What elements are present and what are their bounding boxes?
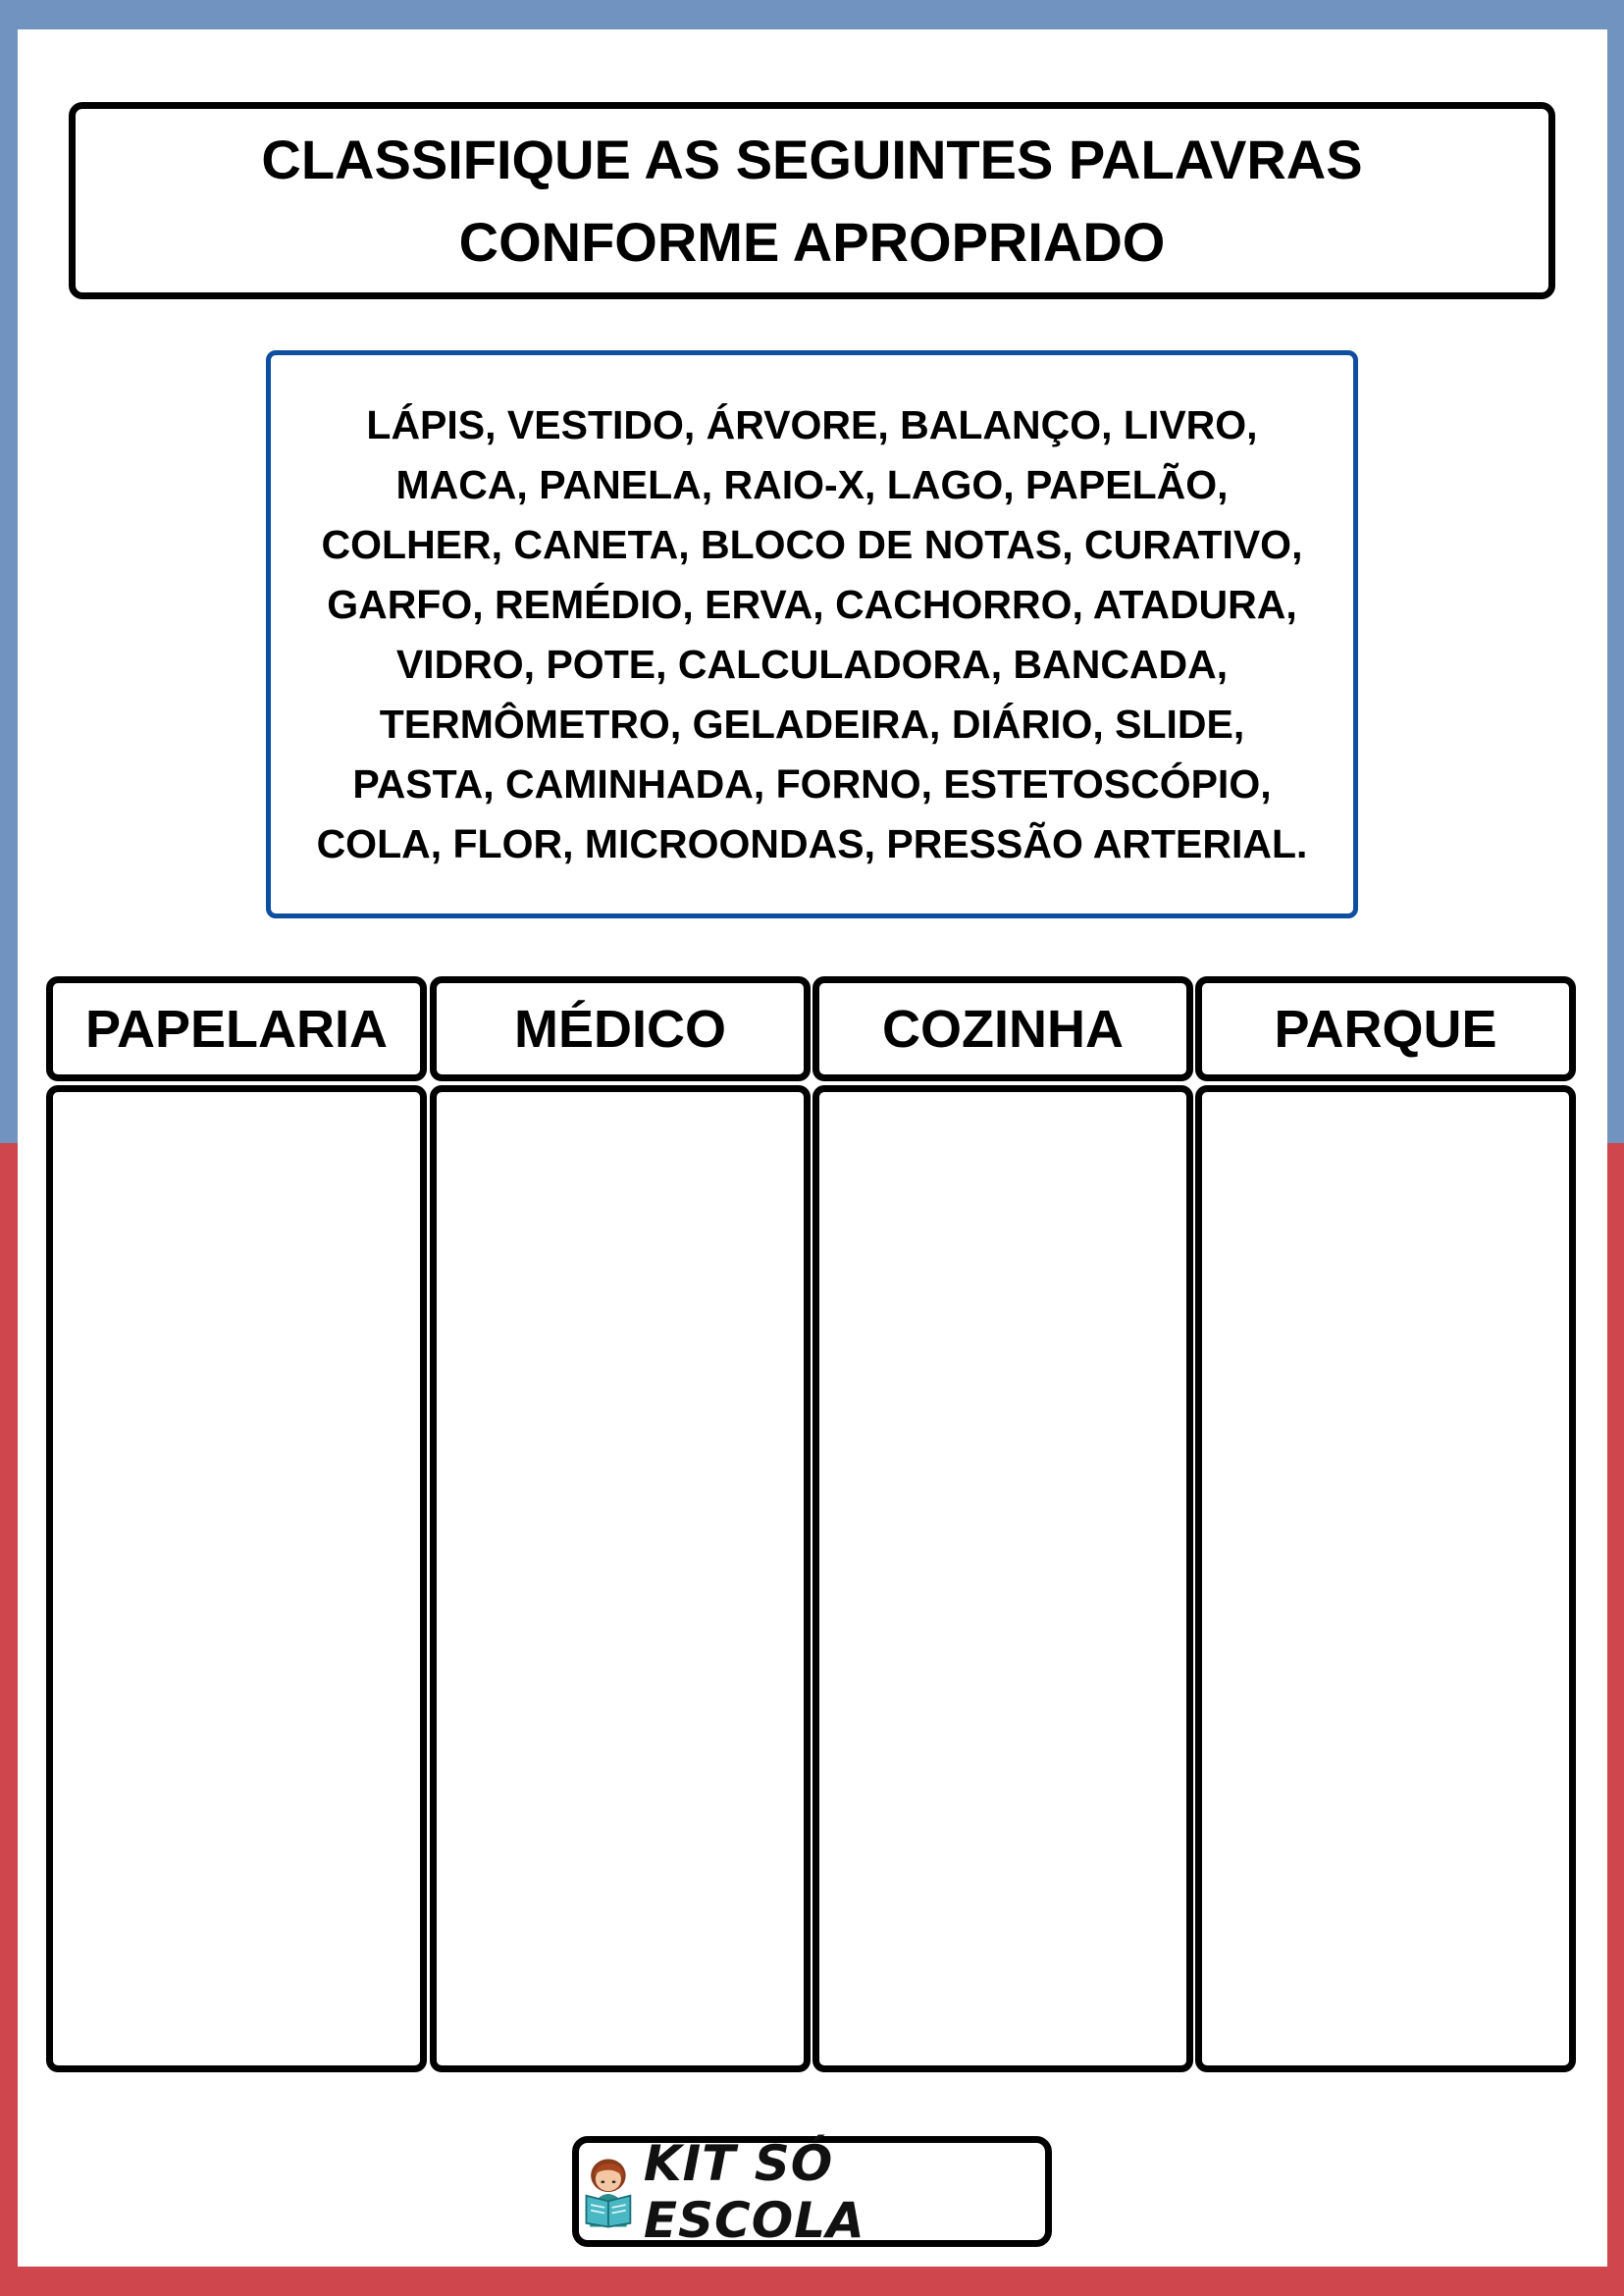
answer-area-papelaria[interactable] [46, 1085, 427, 2072]
answer-area-cozinha[interactable] [812, 1085, 1193, 2072]
column-header-papelaria: PAPELARIA [46, 976, 427, 1081]
word-list-box [266, 350, 1358, 918]
word-list: LÁPIS, VESTIDO, ÁRVORE, BALANÇO, LIVRO, MACA, PANELA, RAIO-X, LAGO, PAPELÃO, COLHER, CANETA, BLOCO DE NOTAS, CURATIVO, GARFO, REMÉDIO, ERVA, CACHORRO, ATADURA, VIDRO, POTE, CALCULADORA, BANCADA, TERMÔMETRO, GELADEIRA, DIÁRIO, SLIDE, PASTA, CAMINHADA, FORNO, ESTETOSCÓPIO, COLA, FLOR, MICROONDAS, PRESSÃO ARTERIAL. [316, 401, 1308, 866]
column-header-parque: PARQUE [1195, 976, 1576, 1081]
column-header-cozinha: COZINHA [812, 976, 1193, 1081]
title-box [69, 102, 1555, 299]
girl-reading-book-icon [579, 2155, 638, 2229]
column-header-medico: MÉDICO [430, 976, 811, 1081]
page-title: CLASSIFIQUE AS SEGUINTES PALAVRAS CONFORME APROPRIADO [261, 128, 1363, 273]
answer-area-medico[interactable] [430, 1085, 811, 2072]
answer-area-parque[interactable] [1195, 1085, 1576, 2072]
logo-text: KIT SÓ ESCOLA [643, 2134, 865, 2249]
brand-logo [572, 2136, 1052, 2247]
